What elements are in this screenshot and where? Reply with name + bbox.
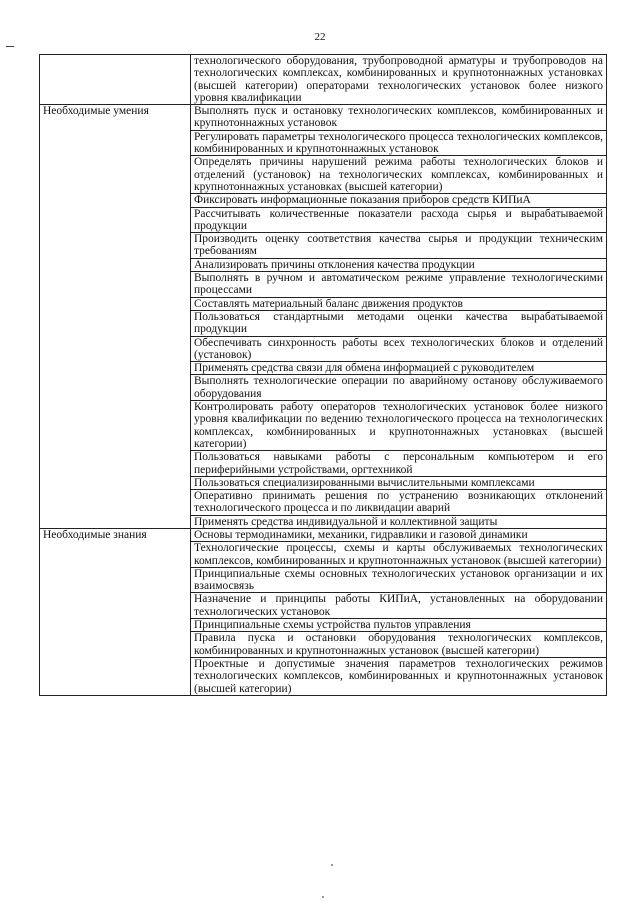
table-row (40, 528, 607, 541)
requirement-item: Основы термодинамики, механики, гидравлики и газовой динамики (191, 528, 607, 541)
requirement-item: технологического оборудования, трубопроводной арматуры и трубопроводов на технологических комплексах, комбинированных и крупнотоннажных установках (высшей категории) операторами технологических установок более низкого уровня квалификации (191, 55, 607, 105)
requirement-item: Производить оценку соответствия качества сырья и продукции техническим требованиям (191, 233, 607, 259)
requirement-item: Составлять материальный баланс движения продуктов (191, 297, 607, 310)
table-row (40, 105, 607, 131)
requirement-item: Анализировать причины отклонения качества продукции (191, 258, 607, 271)
requirement-item: Проектные и допустимые значения параметров технологических режимов технологических комплексов, комбинированных и крупнотоннажных установок (высшей категории) (191, 657, 607, 695)
requirement-item: Пользоваться специализированными вычислительными комплексами (191, 476, 607, 489)
requirements-table-body (40, 55, 607, 696)
section-label (40, 55, 191, 105)
requirement-item: Регулировать параметры технологического процесса технологических комплексов, комбинированных и крупнотоннажных установок (191, 130, 607, 156)
requirement-item: Определять причины нарушений режима работы технологических блоков и отделений (установок) на технологических комплексах, комбинированных и крупнотоннажных установках (высшей категории) (191, 156, 607, 194)
scan-speck (331, 864, 333, 866)
scan-speck (322, 896, 324, 898)
requirement-item: Контролировать работу операторов технологических установок более низкого уровня квалификации по ведению технологического процесса на технологических комплексах, комбинированных и крупнотоннажных установках (высшей категории) (191, 401, 607, 451)
requirement-item: Пользоваться навыками работы с персональным компьютером и его периферийными устройствами, оргтехникой (191, 451, 607, 477)
requirement-item: Принципиальные схемы устройства пультов управления (191, 619, 607, 632)
requirement-item: Принципиальные схемы основных технологических установок организации и их взаимосвязь (191, 567, 607, 593)
requirement-item: Выполнять пуск и остановку технологических комплексов, комбинированных и крупнотоннажных установок (191, 105, 607, 131)
requirement-item: Оперативно принимать решения по устранению возникающих отклонений технологического процесса и по ликвидации аварий (191, 490, 607, 516)
requirement-item: Назначение и принципы работы КИПиА, установленных на оборудовании технологических установок (191, 593, 607, 619)
requirement-item: Фиксировать информационные показания приборов средств КИПиА (191, 194, 607, 207)
requirement-item: Обеспечивать синхронность работы всех технологических блоков и отделений (установок) (191, 336, 607, 362)
section-label: Необходимые знания (40, 528, 191, 695)
requirements-table (39, 54, 607, 696)
requirement-item: Рассчитывать количественные показатели расхода сырья и вырабатываемой продукции (191, 207, 607, 233)
table-row (40, 55, 607, 105)
requirement-item: Технологические процессы, схемы и карты обслуживаемых технологических комплексов, комбинированных и крупнотоннажных установок (высшей категории) (191, 542, 607, 568)
margin-mark (6, 46, 14, 47)
requirement-item: Пользоваться стандартными методами оценки качества вырабатываемой продукции (191, 310, 607, 336)
requirement-item: Правила пуска и остановки оборудования технологических комплексов, комбинированных и крупнотоннажных установок (высшей категории) (191, 632, 607, 658)
requirement-item: Применять средства связи для обмена информацией с руководителем (191, 362, 607, 375)
requirement-item: Применять средства индивидуальной и коллективной защиты (191, 515, 607, 528)
requirement-item: Выполнять в ручном и автоматическом режиме управление технологическими процессами (191, 272, 607, 298)
requirement-item: Выполнять технологические операции по аварийному останову обслуживаемого оборудования (191, 375, 607, 401)
section-label: Необходимые умения (40, 105, 191, 529)
page-number: 22 (314, 31, 326, 43)
